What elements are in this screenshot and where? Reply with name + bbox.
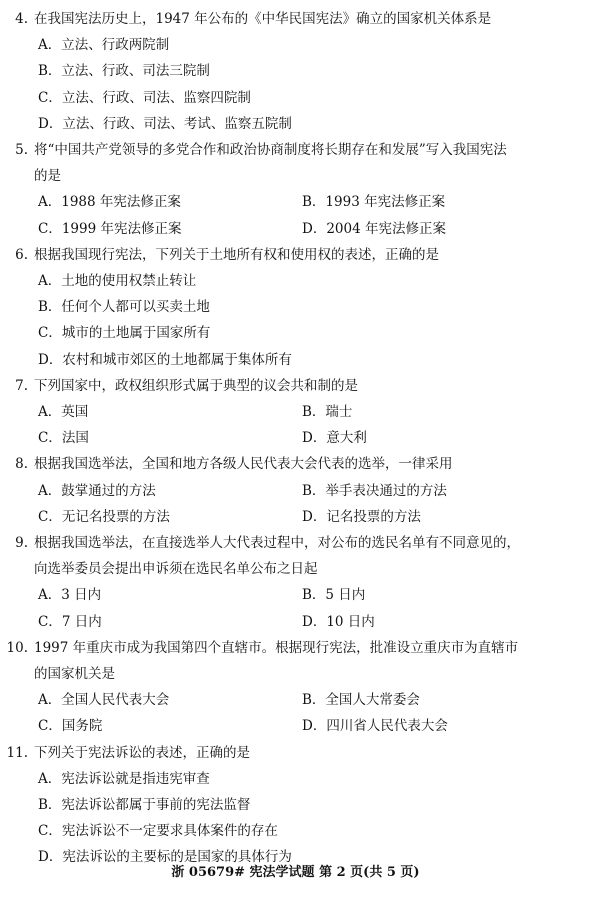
question-number: 6.: [15, 246, 28, 263]
question-number: 7.: [15, 377, 28, 394]
page-footer: 浙 05679# 宪法学试题 第 2 页(共 5 页): [171, 865, 420, 880]
answer-option: D．四川省人民代表大会: [302, 718, 448, 735]
answer-option: D．记名投票的方法: [302, 508, 421, 525]
answer-option: C．国务院: [38, 718, 103, 735]
answer-option: A．3 日内: [38, 587, 102, 604]
answer-option: D．意大利: [302, 430, 367, 447]
answer-option: D．2004 年宪法修正案: [302, 220, 446, 237]
answer-option: C．无记名投票的方法: [38, 508, 170, 525]
answer-option: B．宪法诉讼都属于事前的宪法监督: [38, 797, 251, 813]
question-stem: 向选举委员会提出申诉须在选民名单公布之日起: [34, 561, 318, 578]
answer-option: B．全国人大常委会: [302, 692, 420, 709]
answer-option: A．土地的使用权禁止转让: [38, 273, 197, 289]
answer-option: C．7 日内: [38, 613, 102, 630]
answer-option: B．任何个人都可以买卖土地: [38, 299, 210, 316]
answer-option: B．1993 年宪法修正案: [302, 194, 446, 211]
question-stem: 下列关于宪法诉讼的表述，正确的是: [34, 744, 250, 761]
answer-option: D．10 日内: [302, 613, 375, 630]
answer-option: A．英国: [38, 404, 89, 420]
answer-option: A．1988 年宪法修正案: [38, 194, 181, 211]
question-stem: 下列国家中，政权组织形式属于典型的议会共和制的是: [34, 377, 358, 394]
answer-option: C．立法、行政、司法、监察四院制: [38, 89, 251, 106]
answer-option: B．5 日内: [302, 587, 366, 604]
answer-option: C．城市的土地属于国家所有: [38, 325, 211, 342]
answer-option: D．立法、行政、司法、考试、监察五院制: [38, 115, 292, 132]
question-stem: 1997 年重庆市成为我国第四个直辖市。根据现行宪法，批准设立重庆市为直辖市: [34, 639, 519, 656]
question-stem: 的是: [34, 168, 61, 185]
question-number: 8.: [15, 456, 28, 473]
answer-option: D．农村和城市郊区的土地都属于集体所有: [38, 351, 292, 368]
answer-option: A．宪法诉讼就是指违宪审查: [38, 770, 210, 787]
question-number: 9.: [15, 535, 28, 551]
question-stem: 在我国宪法历史上，1947 年公布的《中华民国宪法》确立的国家机关体系是: [34, 11, 492, 27]
answer-option: D．宪法诉讼的主要标的是国家的具体行为: [38, 849, 292, 866]
answer-option: C．1999 年宪法修正案: [38, 220, 182, 237]
question-stem: 根据我国选举法，全国和地方各级人民代表大会代表的选举，一律采用: [34, 456, 453, 473]
question-number: 11.: [6, 744, 28, 761]
answer-option: B．瑞士: [302, 404, 353, 420]
answer-option: A．全国人民代表大会: [38, 692, 170, 709]
answer-option: B．立法、行政、司法三院制: [38, 63, 210, 80]
question-number: 4.: [15, 11, 28, 27]
answer-option: C．宪法诉讼不一定要求具体案件的存在: [38, 823, 278, 840]
question-stem: 根据我国现行宪法，下列关于土地所有权和使用权的表述，正确的是: [34, 246, 439, 263]
answer-option: A．鼓掌通过的方法: [38, 482, 156, 499]
question-number: 5.: [15, 142, 28, 158]
answer-option: C．法国: [38, 430, 89, 447]
question-number: 10.: [6, 639, 28, 656]
question-stem: 根据我国选举法，在直接选举人大代表过程中，对公布的选民名单有不同意见的，: [34, 535, 520, 551]
question-stem: 的国家机关是: [34, 666, 115, 682]
question-stem: 将“中国共产党领导的多党合作和政治协商制度将长期存在和发展”写入我国宪法: [34, 142, 507, 158]
answer-option: A．立法、行政两院制: [38, 37, 170, 54]
answer-option: B．举手表决通过的方法: [302, 482, 447, 499]
